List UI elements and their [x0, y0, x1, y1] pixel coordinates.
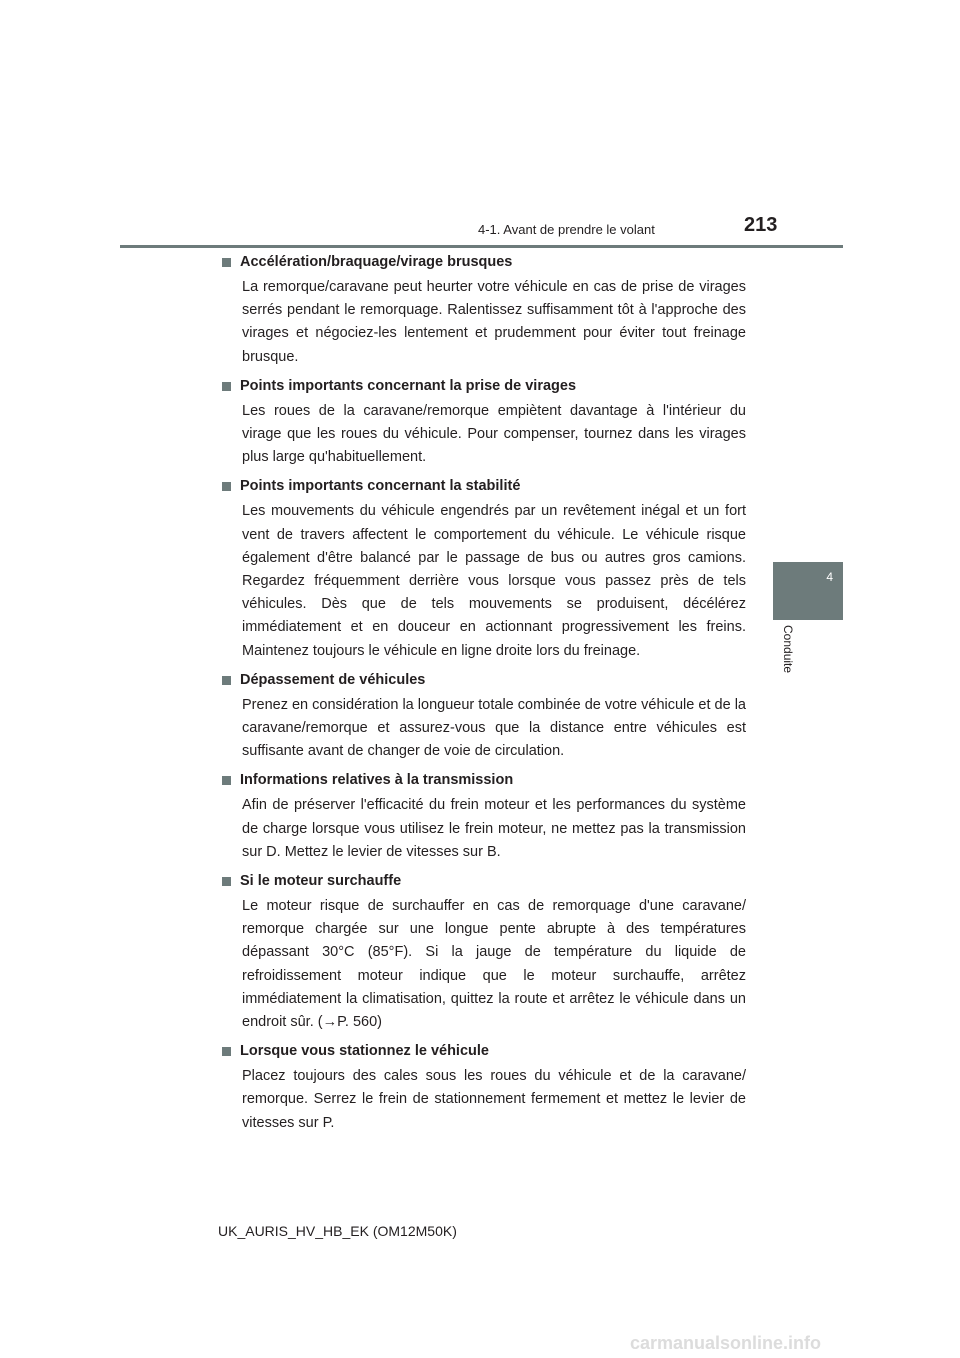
section-title: Dépassement de véhicules — [240, 671, 426, 688]
square-bullet-icon — [222, 877, 231, 886]
watermark: carmanualsonline.info — [630, 1333, 822, 1353]
section-title: Lorsque vous stationnez le véhicule — [240, 1043, 489, 1060]
section-body: Le moteur risque de surchauffer en cas de remorquage d'une caravane/ remorque chargée sur une longue pente abrupte à des températures dépassant 30°C (85°F). Si la jauge de température du liquide de refroidissement moteur indique que le moteur surchauffe, arrêtez immédiatement la climatisation, quittez la route et arrêtez le véhicule dans un endroit sûr. (→P. 560) — [242, 898, 746, 1031]
chapter-label: Conduite — [781, 625, 795, 674]
section-body: Afin de préserver l'efficacité du frein moteur et les performances du système de charge lorsque vous utilisez le frein moteur, ne mettez pas la transmission sur D. Mettez le levier de vitesses sur B. — [242, 797, 746, 860]
square-bullet-icon — [222, 676, 231, 685]
square-bullet-icon — [222, 776, 231, 785]
section — [222, 475, 746, 662]
section — [222, 251, 746, 369]
section-heading — [222, 669, 746, 692]
chapter-number: 4 — [826, 570, 833, 584]
section-title: Points importants concernant la prise de virages — [240, 377, 577, 394]
section — [222, 870, 746, 1034]
section-title: Points importants concernant la stabilité — [240, 478, 521, 495]
section-body: Les mouvements du véhicule engendrés par un revêtement inégal et un fort vent de travers affectent le comportement du véhicule. Le véhicule risque également d'être balancé par le passage de bus ou autres gros camions. Regardez fréquemment derrière vous lorsque vous passez près de tels véhicules. Dès que de tels mouvements se produisent, décélérez immédiatement et en douceur en actionnant progressivement les freins. Maintenez toujours le véhicule en ligne droite lors du freinage. — [242, 503, 746, 659]
section-body: La remorque/caravane peut heurter votre véhicule en cas de prise de virages serrés pendant le remorquage. Ralentissez suffisamment tôt à l'approche des virages et négociez-les lentement et prudemment pour éviter tout freinage brusque. — [242, 279, 746, 365]
section-heading — [222, 769, 746, 792]
section-heading — [222, 375, 746, 398]
section-heading — [222, 251, 746, 274]
chapter-label-container — [780, 625, 810, 685]
section — [222, 669, 746, 764]
section-body: Prenez en considération la longueur totale combinée de votre véhicule et de la caravane/remorque et assurez-vous que la distance entre véhicules est suffisante avant de changer de voie de circulation. — [242, 696, 746, 760]
section-heading — [222, 870, 746, 893]
section-heading — [222, 475, 746, 498]
footer-model-code: UK_AURIS_HV_HB_EK (OM12M50K) — [218, 1223, 457, 1239]
square-bullet-icon — [222, 382, 231, 391]
section — [222, 1040, 746, 1135]
section — [222, 769, 746, 864]
square-bullet-icon — [222, 482, 231, 491]
page-content — [222, 251, 746, 1141]
chapter-tab — [773, 562, 843, 620]
section-heading — [222, 1040, 746, 1063]
section — [222, 375, 746, 470]
section-body: Les roues de la caravane/remorque empiètent davantage à l'intérieur du virage que les roues du véhicule. Pour compenser, tournez dans les virages plus large qu'habituellement. — [242, 402, 746, 466]
section-title: Accélération/braquage/virage brusques — [240, 254, 513, 270]
section-title: Si le moteur surchauffe — [240, 873, 402, 890]
square-bullet-icon — [222, 1047, 231, 1056]
page-number: 213 — [744, 214, 778, 236]
header-divider — [120, 245, 843, 248]
header-section-title: 4-1. Avant de prendre le volant — [478, 222, 655, 237]
section-body: Placez toujours des cales sous les roues du véhicule et de la caravane/ remorque. Serrez le frein de stationnement fermement et mettez le levier de vitesses sur P. — [242, 1068, 746, 1131]
section-title: Informations relatives à la transmission — [240, 772, 514, 789]
square-bullet-icon — [222, 258, 231, 267]
